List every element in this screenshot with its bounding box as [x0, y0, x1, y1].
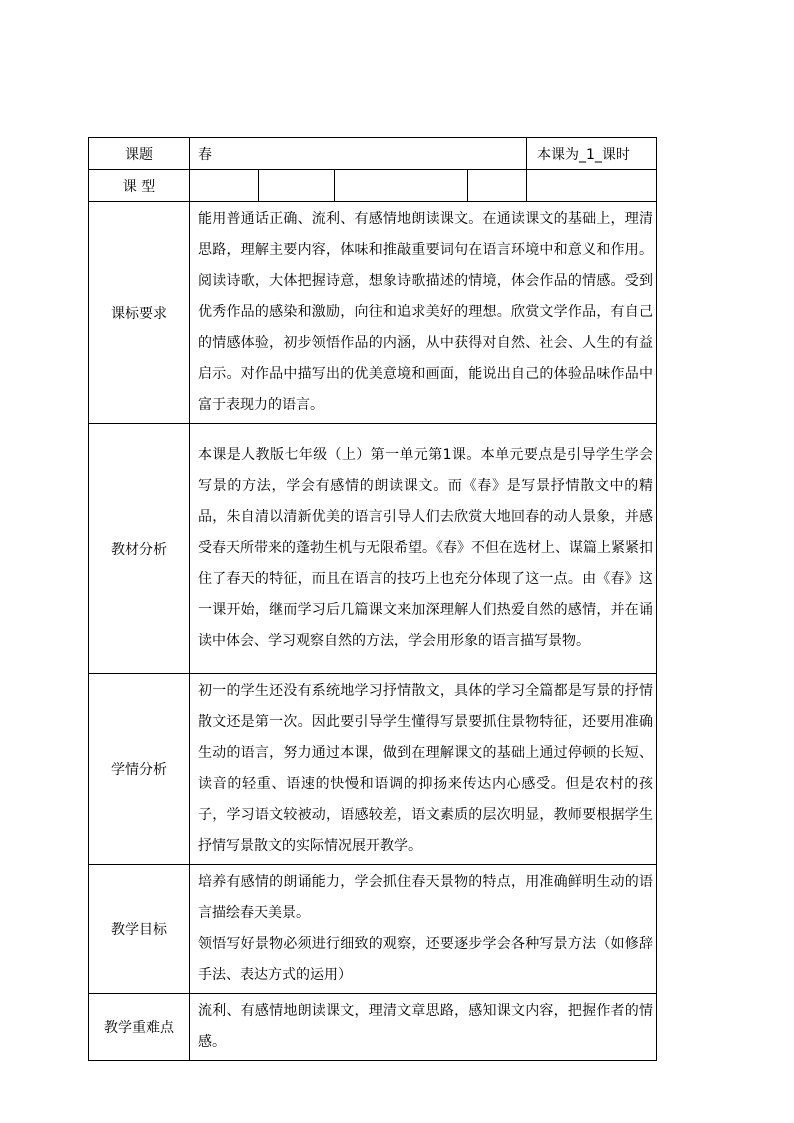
section-paragraph: 能用普通话正确、流利、有感情地朗读课文。在通读课文的基础上，理清思路，理解主要内容，体味和推敲重要词句在语言环境中和意义和作用。阅读诗歌，大体把握诗意，想象诗歌描述的情境，体会作品的情感。受到优秀作品的感染和激励，向往和追求美好的理想。欣赏文学作品，有自己的情感体验，初步领悟作品的内涵，从中获得对自然、社会、人生的有益启示。对作品中描写出的优美意境和画面，能说出自己的体验品味作品中富于表现力的语言。: [198, 211, 653, 413]
section-row-goals: [89, 865, 657, 994]
section-label-students: 学情分析: [89, 674, 190, 865]
type-cell-3: [335, 170, 468, 202]
section-row-students: [89, 674, 657, 865]
section-row-textbook: [89, 424, 657, 674]
section-paragraph: 培养有感情的朗诵能力，学会抓住春天景物的特点，用准确鲜明生动的语言描绘春天美景。: [198, 874, 653, 921]
lesson-plan-table: [88, 137, 657, 1061]
section-paragraph: 领悟写好景物必须进行细致的观察，还要逐步学会各种写景方法（如修辞手法、表达方式的运用）: [198, 936, 653, 983]
class-hours: 本课为_1_课时: [527, 138, 657, 170]
type-cell-1: [190, 170, 259, 202]
section-label-curriculum: 课标要求: [89, 202, 190, 424]
type-row: [89, 170, 657, 202]
section-paragraph: 本课是人教版七年级（上）第一单元第1课。本单元要点是引导学生学会写景的方法，学会有感情的朗读课文。而《春》是写景抒情散文中的精品，朱自清以清新优美的语言引导人们去欣赏大地回春的动人景象，并感受春天所带来的蓬勃生机与无限希望。《春》不但在选材上、谋篇上紧紧扣住了春天的特征，而且在语言的技巧上也充分体现了这一点。由《春》这一课开始，继而学习后几篇课文来加深理解人们热爱自然的感情，并在诵读中体会、学习观察自然的方法，学会用形象的语言描写景物。: [198, 447, 653, 649]
section-content-students: [190, 674, 657, 865]
section-label-keypoints: 教学重难点: [89, 994, 190, 1061]
topic-value: 春: [190, 138, 527, 170]
type-cell-5: [527, 170, 657, 202]
type-label: 课 型: [89, 170, 190, 202]
section-content-keypoints: [190, 994, 657, 1061]
section-row-keypoints: [89, 994, 657, 1061]
type-cell-2: [259, 170, 335, 202]
section-content-textbook: [190, 424, 657, 674]
section-row-curriculum: [89, 202, 657, 424]
section-label-goals: 教学目标: [89, 865, 190, 994]
section-paragraph: 流利、有感情地朗读课文，理清文章思路，感知课文内容，把握作者的情感。: [198, 1003, 653, 1050]
section-paragraph: 初一的学生还没有系统地学习抒情散文，具体的学习全篇都是写景的抒情散文还是第一次。因此要引导学生懂得写景要抓住景物特征，还要用准确生动的语言，努力通过本课，做到在理解课文的基础上通过停顿的长短、读音的轻重、语速的快慢和语调的抑扬来传达内心感受。但是农村的孩子，学习语文较被动，语感较差，语文素质的层次明显，教师要根据学生抒情写景散文的实际情况展开教学。: [198, 683, 653, 854]
section-content-curriculum: [190, 202, 657, 424]
section-label-textbook: 教材分析: [89, 424, 190, 674]
type-cell-4: [468, 170, 527, 202]
topic-row: [89, 138, 657, 170]
topic-label: 课题: [89, 138, 190, 170]
section-content-goals: [190, 865, 657, 994]
